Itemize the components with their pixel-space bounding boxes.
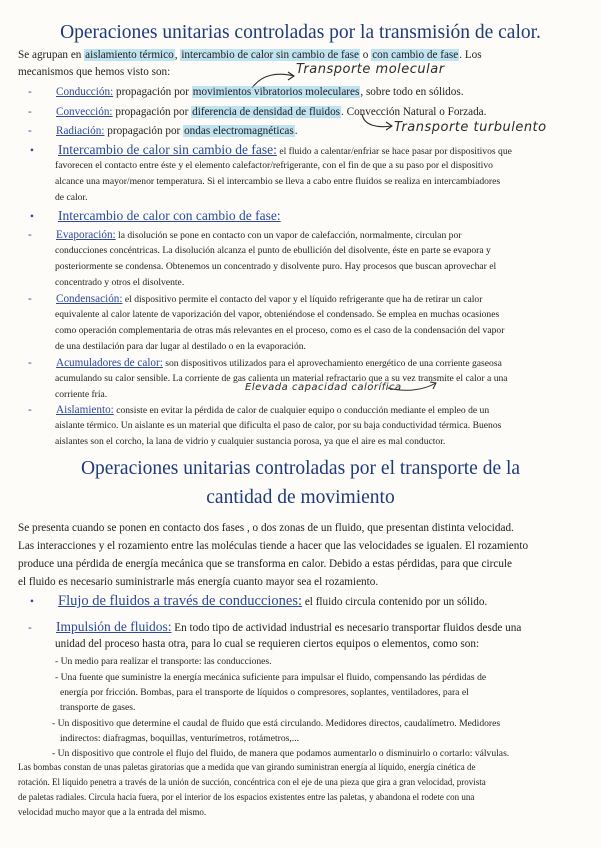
- intro-intercambio-sin: intercambio de calor sin cambio de fase: [181, 49, 359, 61]
- s2-p1-l4: el fluido es necesario suministrarle más energía cuanto mayor sea el rozamiento.: [18, 576, 379, 588]
- note-transporte-molecular: Transporte molecular: [296, 62, 445, 77]
- condensacion-l2: equivalente al calor latente de vaporización del vapor, obteniéndose el condensado. Se emplea en muchas ocasiones: [55, 309, 500, 320]
- s2-p2-l3: de paletas radiales. Circula hacia fuera, por el interior de los espacios existentes entre las paletas, y abandona el rodete con una: [18, 792, 475, 802]
- term-radiacion: Radiación:: [56, 125, 105, 137]
- conveccion-text-c: . Convección Natural o Forzada.: [341, 106, 487, 118]
- impulsion-l1: En todo tipo de actividad industrial es necesario transportar fluidos desde una: [171, 622, 522, 634]
- bullet-icon: •: [30, 596, 34, 608]
- conduccion-text-c: , sobre todo en sólidos.: [360, 86, 464, 98]
- aislamiento-l3: aislantes son el corcho, la lana de vidrio y cualquier sustancia porosa, ya que el aire es mal conductor.: [55, 436, 446, 447]
- intercambio-sin-l1: el fluido a calentar/enfriar se hace pasar por dispositivos que: [276, 146, 512, 157]
- arrow-to-refractario-icon: [386, 380, 442, 394]
- term-intercambio-con: Intercambio de calor con cambio de fase:: [58, 208, 281, 223]
- bullet-icon: •: [30, 211, 34, 223]
- dash-icon: -: [28, 86, 32, 98]
- item-intercambio-con: [18, 207, 586, 226]
- section2-title-l1: Operaciones unitarias controladas por el transporte de la: [80, 458, 521, 479]
- item-impulsion: [18, 618, 586, 637]
- radiacion-text-b: ondas electromagnéticas: [184, 125, 294, 137]
- evaporacion-l3: posteriormente se condensa. Obtenemos un concentrado y disolvente puro. Hay procesos que buscan aprovechar el: [55, 261, 497, 272]
- s2-p1-l2: Las interacciones y el rozamiento entre las moléculas tiende a hacer que las velocidades se igualen. El rozamiento: [18, 540, 529, 552]
- evaporacion-l4: concentrado y otros el disolvente.: [55, 277, 185, 288]
- list-item-dispositivo-caudal-l2: indirectos: diafragmas, boquillas, venturímetros, rotámetros,...: [60, 733, 299, 744]
- dash-icon: -: [28, 404, 32, 416]
- term-evaporacion: Evaporación:: [56, 229, 116, 241]
- intro-e: o: [360, 49, 372, 61]
- s2-p1-l1: Se presenta cuando se ponen en contacto dos fases , o dos zonas de un fluido, que presentan distinta velocidad.: [18, 522, 514, 534]
- intro-con-cambio: con cambio de fase: [372, 49, 459, 61]
- note-transporte-turbulento: Transporte turbulento: [394, 120, 547, 135]
- intro-g: . Los: [459, 49, 482, 61]
- list-item-fuente-l3: transporte de gases.: [60, 702, 136, 713]
- intro-a: Se agrupan en: [18, 49, 85, 61]
- aislamiento-l1: consiste en evitar la pérdida de calor de cualquier equipo o conducción mediante el empleo de un: [113, 405, 490, 416]
- evaporacion-l1: la disolución se pone en contacto con un vapor de calefacción, normalmente, circulan por: [115, 230, 462, 241]
- bullet-icon: •: [30, 145, 34, 157]
- acumuladores-l1: son dispositivos utilizados para el aprovechamiento energético de una corriente gaseosa: [162, 358, 502, 369]
- flujo-text: el fluido circula contenido por un sólido.: [302, 596, 488, 608]
- section1-title: Operaciones unitarias controladas por la transmisión de calor.: [60, 22, 541, 43]
- dash-icon: -: [28, 106, 32, 118]
- conduccion-text-b: movimientos vibratorios moleculares: [192, 86, 360, 98]
- term-conduccion: Conducción:: [56, 86, 114, 98]
- aislamiento-l2: aislante térmico. Un aislante es un material que dificulta el paso de calor, por su baja conductividad térmica. Buenos: [55, 420, 502, 431]
- acumuladores-l3: corriente fría.: [55, 389, 108, 400]
- intro-c: ,: [174, 49, 181, 61]
- dash-icon: -: [28, 229, 32, 241]
- intercambio-sin-l4: de calor.: [55, 192, 88, 203]
- term-conveccion: Convección:: [56, 106, 113, 118]
- item-conveccion: [18, 104, 586, 121]
- list-item-fuente-l2: energía por fricción. Bombas, para el transporte de líquidos o compresores, soplantes, ventiladores, para el: [60, 687, 469, 698]
- item-aislamiento: [18, 402, 586, 419]
- term-flujo: Flujo de fluidos a través de conducciones:: [58, 593, 303, 609]
- acumuladores-l2: acumulando su calor sensible. La corriente de gas calienta un material refractario que a su vez transmite el calor a una: [55, 373, 508, 384]
- note-elevada-capacidad: Elevada capacidad calorífica: [245, 382, 402, 393]
- term-aislamiento: Aislamiento:: [56, 404, 114, 416]
- intercambio-sin-l3: alcance una mayor/menor temperatura. Si el intercambio se lleva a cabo entre fluidos se realiza en intercambiadores: [55, 176, 501, 187]
- list-item-dispositivo-control: - Un dispositivo que controle el flujo del fluido, de manera que podamos aumentarlo o disminuirlo o cortarlo: válvulas.: [52, 748, 510, 759]
- radiacion-text-c: .: [294, 125, 298, 137]
- intro-aislamiento: aislamiento térmico: [85, 49, 174, 61]
- conveccion-text-a: propagación por: [112, 106, 192, 118]
- list-item-fuente-l1: - Una fuente que suministre la energía mecánica suficiente para impulsar el fluido, compensando las pérdidas de: [55, 672, 487, 683]
- item-radiacion: [18, 123, 586, 140]
- term-acumuladores: Acumuladores de calor:: [56, 357, 163, 369]
- conduccion-text-a: propagación por: [113, 86, 192, 98]
- condensacion-l3: como operación complementaria de otras más relevantes en el proceso, como es el caso de la condensación del vapor: [55, 325, 505, 336]
- s2-p1-l3: produce una pérdida de energía mecánica que se transforma en calor. Debido a estas pérdidas, para que circule: [18, 558, 512, 570]
- condensacion-l4: de una destilación para dar lugar al destilado o en la evaporación.: [55, 341, 306, 352]
- dash-icon: -: [28, 622, 32, 634]
- section2-title-l2: cantidad de movimiento: [206, 487, 395, 508]
- conveccion-text-b: diferencia de densidad de fluidos: [192, 106, 341, 118]
- list-item-medio: - Un medio para realizar el transporte: las conducciones.: [55, 656, 272, 667]
- term-condensacion: Condensación:: [56, 293, 123, 305]
- impulsion-l2: unidad del proceso hasta otra, para lo cual se requieren ciertos equipos o elementos, como son:: [55, 638, 480, 650]
- s2-p2-l2: rotación. El líquido penetra a través de la unión de succión, concéntrica con el eje de una pieza que gira a gran velocidad, provista: [18, 777, 486, 787]
- condensacion-l1: el dispositivo permite el contacto del vapor y el líquido refrigerante que ha de retirar un calor: [122, 294, 483, 305]
- s2-p2-l4: velocidad mucho mayor que a la entrada del mismo.: [18, 807, 207, 817]
- evaporacion-l2: conducciones concéntricas. La disolución alcanza el punto de ebullición del disolvente, éste en parte se evapora y: [55, 245, 491, 256]
- s2-p2-l1: Las bombas constan de unas paletas giratorias que a medida que van girando suministran energía al líquido, energía cinética de: [18, 762, 476, 772]
- item-condensacion: [18, 291, 586, 308]
- term-intercambio-sin: Intercambio de calor sin cambio de fase:: [58, 142, 277, 157]
- item-acumuladores: [18, 355, 586, 372]
- list-item-dispositivo-caudal-l1: - Un dispositivo que determine el caudal de fluido que está circulando. Medidores directos, caudalímetro. Medidores: [52, 718, 501, 729]
- intro-line2: mecanismos que hemos visto son:: [18, 66, 171, 78]
- radiacion-text-a: propagación por: [104, 125, 184, 137]
- item-evaporacion: [18, 227, 586, 244]
- dash-icon: -: [28, 357, 32, 369]
- intercambio-sin-l2: favorecen el contacto entre éste y el elemento calefactor/refrigerante, con el fin de que a su paso por el dispositivo: [55, 160, 493, 171]
- dash-icon: -: [28, 293, 32, 305]
- dash-icon: -: [28, 125, 32, 137]
- item-flujo: [18, 593, 586, 611]
- term-impulsion: Impulsión de fluidos:: [56, 619, 172, 634]
- item-conduccion: [18, 84, 586, 101]
